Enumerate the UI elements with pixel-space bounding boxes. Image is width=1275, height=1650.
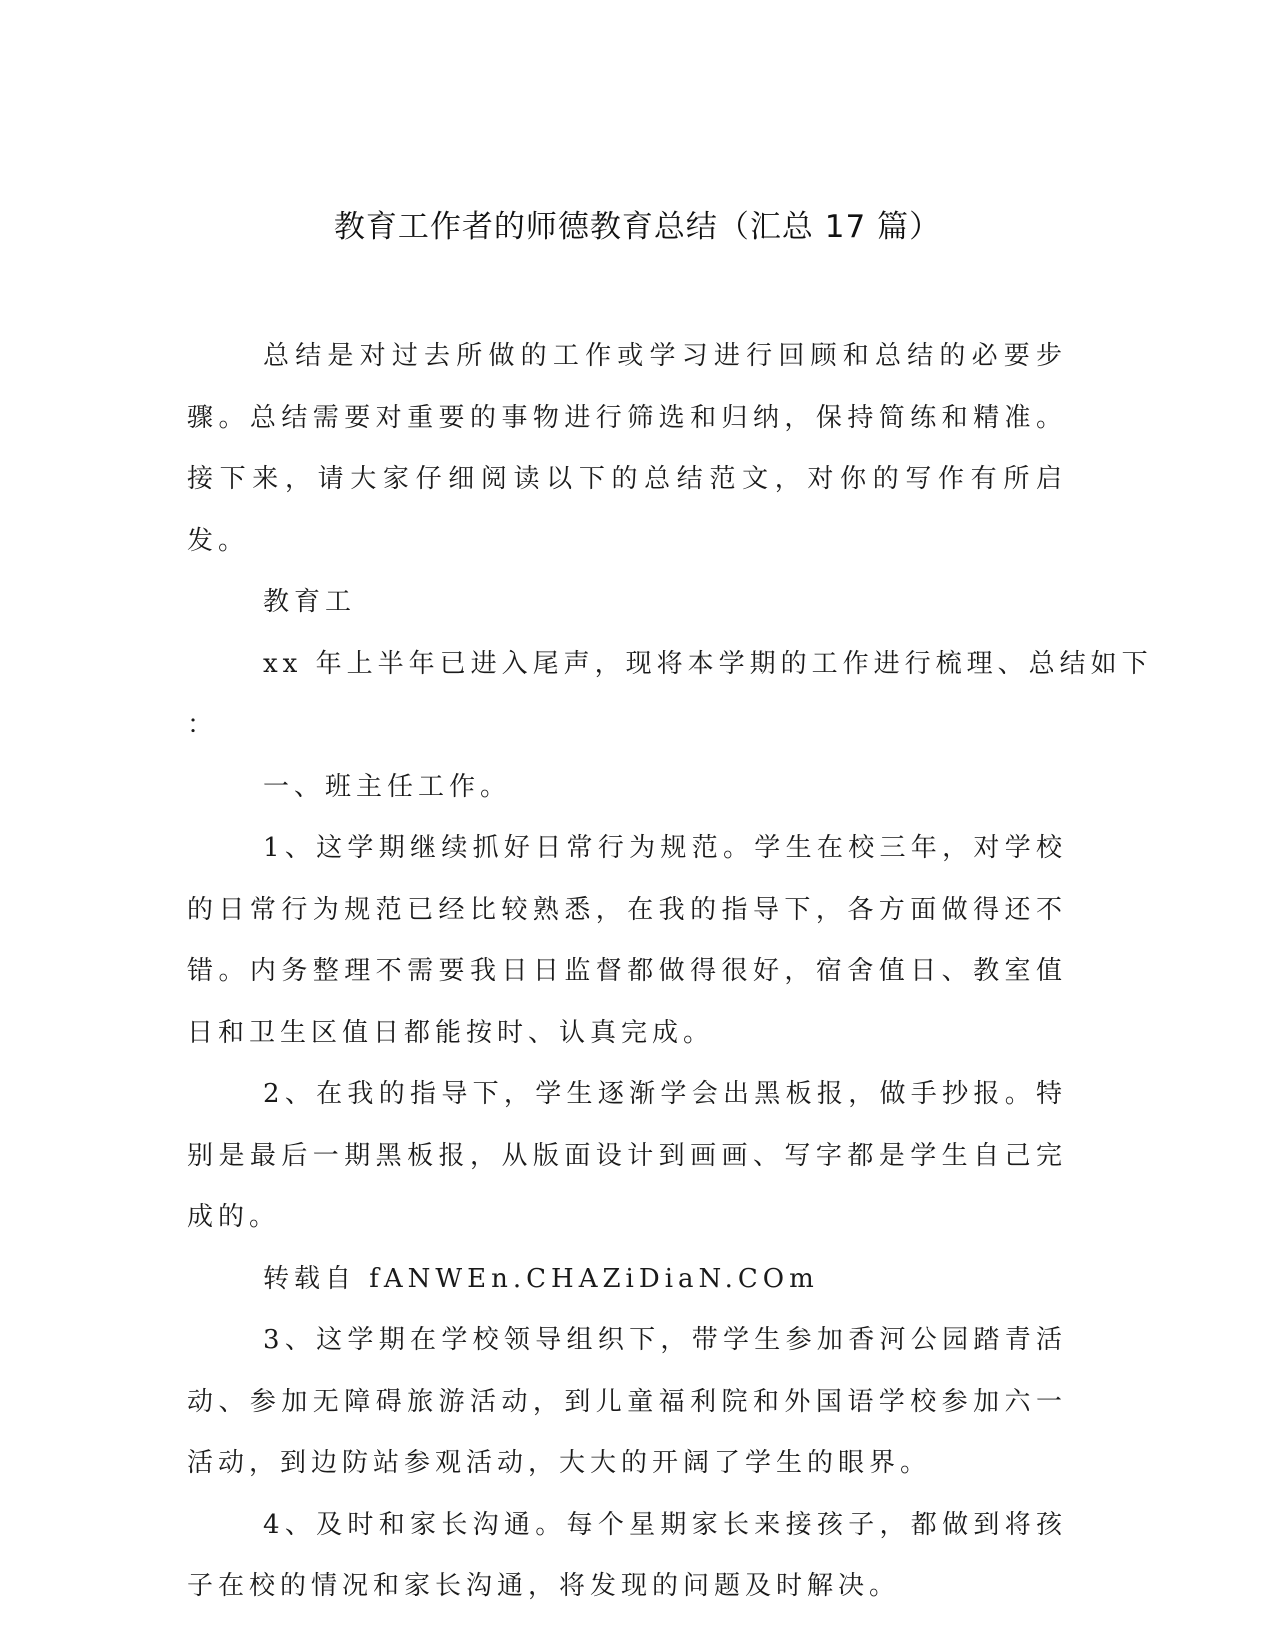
- paragraph-semester-summary: xx 年上半年已进入尾声，现将本学期的工作进行梳理、总结如下: [263, 648, 1153, 679]
- paragraph-intro: 总结是对过去所做的工作或学习进行回顾和总结的必要步骤。总结需要对重要的事物进行筛选和归纳，保持简练和精准。接下来，请大家仔细阅读以下的总结范文，对你的写作有所启发。: [187, 341, 1067, 556]
- paragraph-item-2: 2、在我的指导下，学生逐渐学会出黑板报，做手抄报。特别是最后一期黑板报，从版面设计到画画、写字都是学生自己完成的。: [187, 1079, 1067, 1232]
- paragraph-item-4: 4、及时和家长沟通。每个星期家长来接孩子，都做到将孩子在校的情况和家长沟通，将发现的问题及时解决。: [187, 1509, 1067, 1601]
- section-heading-class-teacher: 一、班主任工作。: [263, 771, 512, 802]
- paragraph-item-1: 1、这学期继续抓好日常行为规范。学生在校三年，对学校的日常行为规范已经比较熟悉，在我的指导下，各方面做得还不错。内务整理不需要我日日监督都做得很好，宿舍值日、教室值日和卫生区值日都能按时、认真完成。: [187, 833, 1067, 1048]
- paragraph-heading-fragment: 教育工: [263, 587, 357, 617]
- paragraph-item-3: 3、这学期在学校领导组织下，带学生参加香河公园踏青活动、参加无障碍旅游活动，到儿童福利院和外国语学校参加六一活动，到边防站参观活动，大大的开阔了学生的眼界。: [187, 1325, 1067, 1478]
- paragraph-source-note: 转载自 fANWEn.CHAZiDiaN.COm: [263, 1263, 819, 1294]
- document-title: 教育工作者的师德教育总结（汇总 17 篇）: [333, 209, 942, 245]
- document-body: [187, 326, 1153, 1618]
- paragraph-colon: ：: [187, 710, 219, 740]
